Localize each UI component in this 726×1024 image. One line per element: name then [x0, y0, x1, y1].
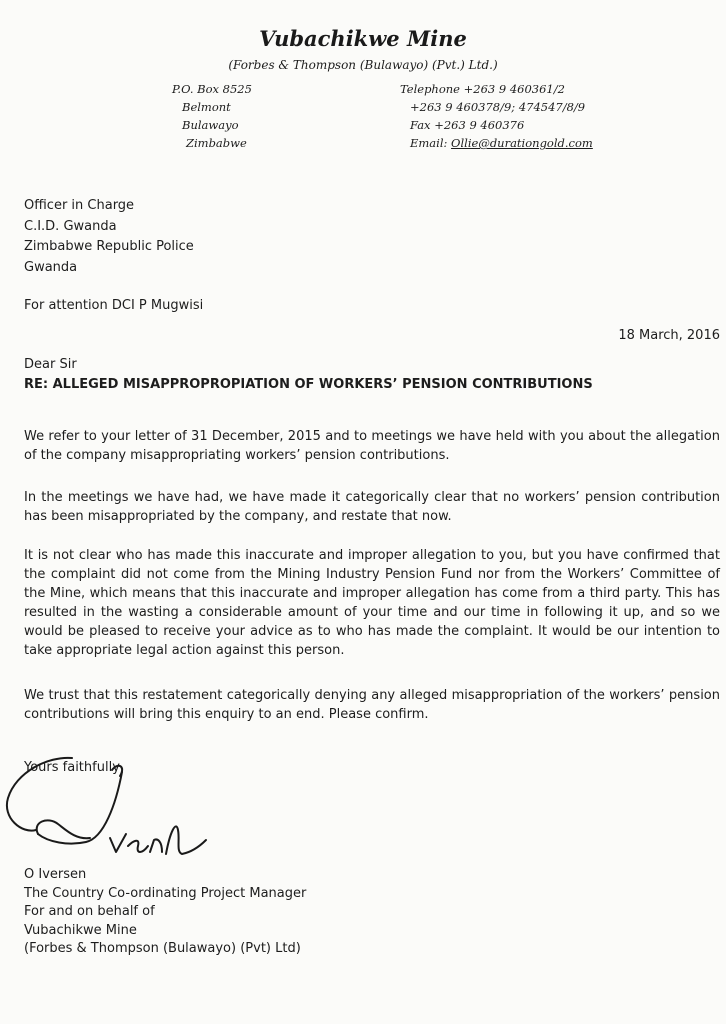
- address-line: Belmont: [182, 100, 231, 114]
- email-value: Ollie@durationgold.com: [451, 136, 593, 150]
- telephone-value: +263 9 460361/2: [463, 82, 565, 96]
- body-paragraph: We trust that this restatement categorically denying any alleged misappropriation of the workers’ pension contributions will bring this enquiry to an end. Please confirm.: [24, 688, 720, 722]
- recipient-line: Zimbabwe Republic Police: [24, 239, 194, 254]
- address-line: Zimbabwe: [186, 136, 247, 150]
- recipient-line: Officer in Charge: [24, 198, 135, 213]
- recipient-line: Gwanda: [24, 259, 78, 275]
- recipient-address: [24, 196, 194, 278]
- company-name: Vubachikwe Mine: [259, 26, 467, 51]
- signatory-name: O Iversen: [24, 867, 87, 882]
- telephone-label: Telephone: [400, 82, 460, 96]
- subject-line: RE: ALLEGED MISAPPROPROPIATION OF WORKERS’ PENSION CONTRIBUTIONS: [24, 377, 593, 392]
- signatory-line: (Forbes & Thompson (Bulawayo) (Pvt) Ltd): [24, 941, 301, 956]
- email-label: Email:: [410, 136, 448, 150]
- email-line: [400, 134, 593, 152]
- body-paragraph: It is not clear who has made this inaccurate and improper allegation to you, but you have confirmed that the complaint did not come from the Mining Industry Pension Fund nor from the Workers’ Committee of the Mine, which means that this inaccurate and improper allegation has come from a third party. This has resulted in the wasting a considerable amount of your time and our time in following it up, and so we would be pleased to receive your advice as to who has made the complaint. It would be our intention to take appropriate legal action against this person.: [24, 548, 720, 658]
- signatory-title: The Country Co-ordinating Project Manager: [24, 885, 307, 901]
- body-paragraph: In the meetings we have had, we have made it categorically clear that no workers’ pension contribution has been misappropriated by the company, and restate that now.: [24, 490, 720, 524]
- company-subtitle: (Forbes & Thompson (Bulawayo) (Pvt.) Ltd.): [228, 58, 498, 72]
- address-line: P.O. Box 8525: [172, 82, 252, 96]
- address-line: Bulawayo: [182, 118, 239, 132]
- signatory-line: For and on behalf of: [24, 904, 155, 919]
- telephone-line-2: +263 9 460378/9; 474547/8/9: [410, 100, 586, 114]
- company-contact: [400, 80, 593, 152]
- telephone-line: [400, 80, 593, 98]
- signatory-block: [24, 866, 306, 959]
- attention-line: For attention DCI P Mugwisi: [24, 298, 204, 313]
- salutation: Dear Sir: [24, 357, 77, 372]
- recipient-line: C.I.D. Gwanda: [24, 218, 117, 234]
- fax-line: [400, 116, 593, 134]
- company-address: [172, 80, 252, 152]
- body-paragraph: We refer to your letter of 31 December, 2015 and to meetings we have held with you about the allegation of the company misappropriating workers’ pension contributions.: [24, 429, 720, 463]
- letterhead: [0, 0, 726, 160]
- handwritten-signature: [0, 742, 240, 872]
- letter-date: 18 March, 2016: [618, 328, 720, 343]
- fax-label: Fax: [410, 118, 431, 132]
- fax-value: +263 9 460376: [434, 118, 525, 132]
- signatory-line: Vubachikwe Mine: [24, 922, 137, 938]
- closing: Yours faithfully: [24, 760, 120, 775]
